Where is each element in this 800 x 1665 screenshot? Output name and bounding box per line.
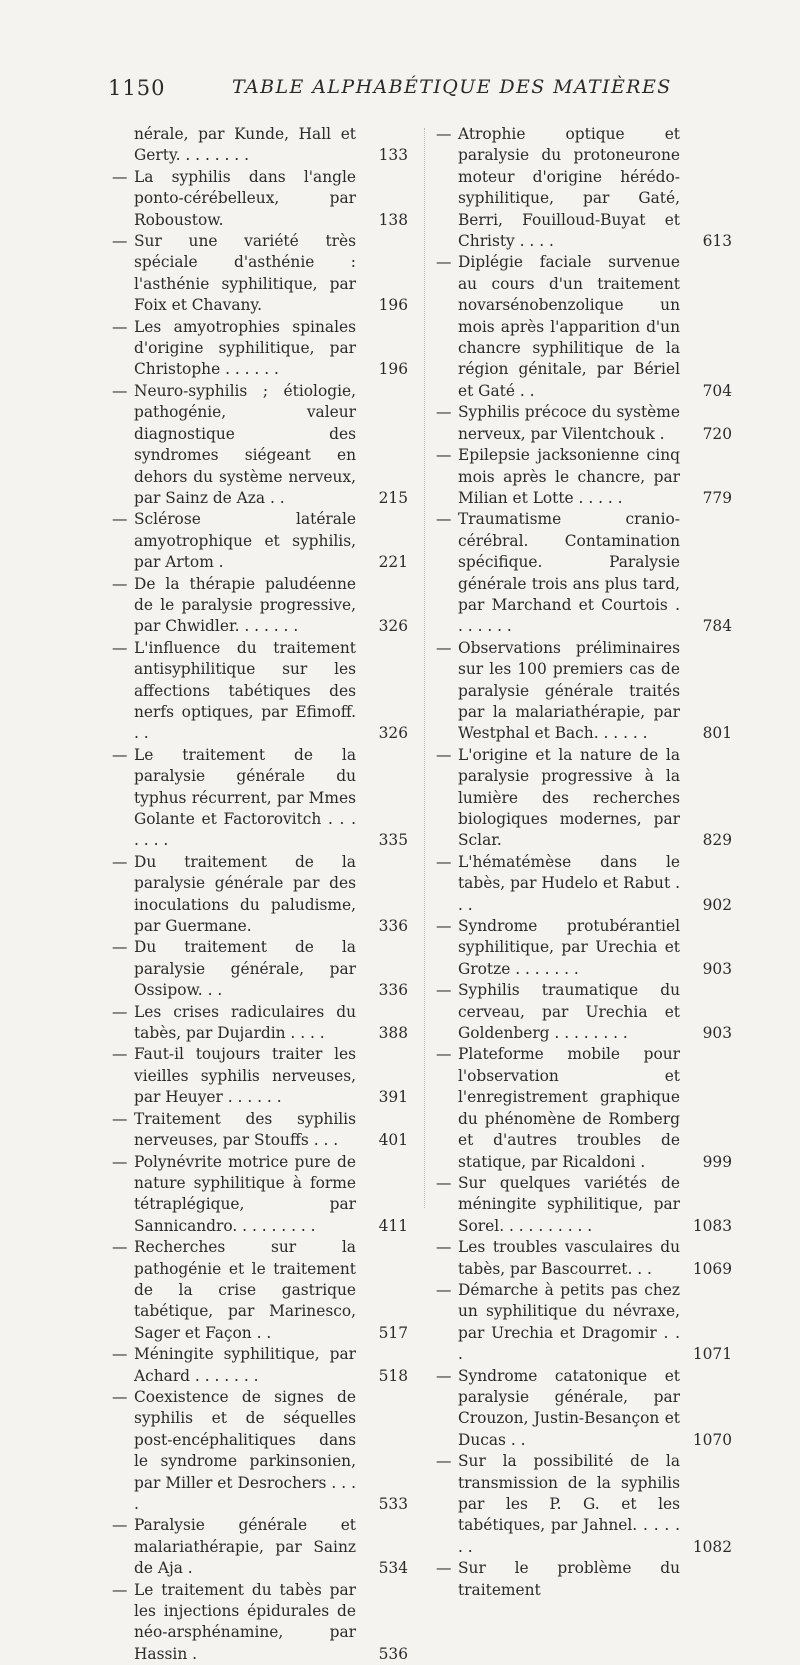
entry-dash: — — [112, 1152, 128, 1171]
entry-text: Traumatisme cranio-cérébral. Contamination spécifique. Paralysie générale trois ans plus tard, par Marchand et Courtois . . . . . . . — [458, 510, 680, 636]
index-entry — [112, 509, 408, 573]
index-entry — [436, 1451, 732, 1558]
entry-page-number: 829 — [702, 831, 732, 850]
entry-dash: — — [436, 403, 452, 422]
entry-text: Faut-il toujours traiter les vieilles syphilis nerveuses, par Heuyer . . . . . . — [134, 1045, 356, 1107]
entry-dash: — — [112, 1387, 128, 1406]
entry-text: Sclérose latérale amyotrophique et syphilis, par Artom . — [134, 510, 356, 572]
index-entry — [436, 1173, 732, 1237]
entry-page-number: 1071 — [692, 1345, 732, 1364]
entry-text: Du traitement de la paralysie générale par des inoculations du paludisme, par Guermane. — [134, 852, 356, 936]
entry-text: Les troubles vasculaires du tabès, par Bascourret. . . — [458, 1238, 680, 1278]
entry-page-number: 391 — [378, 1088, 408, 1107]
index-entry — [436, 1044, 732, 1172]
entry-text: Syphilis précoce du système nerveux, par Vilentchouk . — [458, 403, 680, 443]
index-entry — [436, 252, 732, 402]
index-entry — [436, 124, 732, 252]
entry-text: Traitement des syphilis nerveuses, par Stouffs . . . — [134, 1109, 356, 1150]
entry-dash: — — [112, 852, 128, 871]
entry-dash: — — [436, 981, 452, 1000]
entry-page-number: 221 — [378, 553, 408, 572]
index-entry — [112, 1344, 408, 1387]
entry-dash: — — [436, 1238, 452, 1257]
entry-text: Les amyotrophies spinales d'origine syphilitique, par Christophe . . . . . . — [134, 317, 356, 379]
index-entry — [436, 745, 732, 852]
entry-text: Les crises radiculaires du tabès, par Dujardin . . . . — [134, 1002, 356, 1043]
entry-page-number: 902 — [702, 895, 732, 914]
index-entry — [112, 852, 408, 938]
entry-dash: — — [112, 317, 128, 336]
entry-page-number: 784 — [702, 617, 732, 636]
entry-dash: — — [112, 510, 128, 529]
entry-page-number: 196 — [378, 296, 408, 315]
entry-page-number: 536 — [378, 1644, 408, 1663]
entry-text: Polynévrite motrice pure de nature syphilitique à forme tétraplégique, par Sannicandro. . . . . . . . . — [134, 1152, 356, 1235]
entry-dash: — — [112, 167, 128, 186]
entry-text: Recherches sur la pathogénie et le traitement de la crise gastrique tabétique, par Marinesco, Sager et Façon . . — [134, 1238, 356, 1342]
entry-page-number: 999 — [702, 1152, 732, 1171]
entry-page-number: 196 — [378, 360, 408, 379]
index-entry — [436, 1366, 732, 1452]
running-title: TABLE ALPHABÉTIQUE DES MATIÈRES — [232, 76, 672, 98]
entry-dash: — — [112, 745, 128, 764]
entry-text: Sur le problème du traitement — [458, 1559, 680, 1599]
entry-text: De la thérapie paludéenne de le paralysie progressive, par Chwidler. . . . . . . — [134, 574, 356, 636]
entry-page-number: 534 — [378, 1559, 408, 1578]
entry-text: Syphilis traumatique du cerveau, par Urechia et Goldenberg . . . . . . . . — [458, 981, 680, 1043]
entry-text: Observations préliminaires sur les 100 premiers cas de paralysie générale traités par la malariathérapie, par Westphal et Bach. . . . . . — [458, 638, 680, 743]
entry-dash: — — [112, 1345, 128, 1364]
entry-text: Epilepsie jacksonienne cinq mois après le chancre, par Milian et Lotte . . . . . — [458, 446, 680, 507]
entry-page-number: 335 — [378, 831, 408, 850]
entry-page-number: 801 — [702, 724, 732, 743]
entry-dash: — — [436, 253, 452, 272]
entry-dash: — — [112, 1109, 128, 1128]
index-entry — [112, 1002, 408, 1045]
index-entry — [436, 1237, 732, 1280]
entry-page-number: 779 — [702, 488, 732, 507]
entry-dash: — — [112, 574, 128, 593]
left-column — [112, 124, 408, 1665]
entry-text: L'hématémèse dans le tabès, par Hudelo et Rabut . . . — [458, 852, 680, 914]
entry-text: Plateforme mobile pour l'observation et l'enregistrement graphique du phénomène de Romberg et d'autres troubles de statique, par Ricaldoni . — [458, 1045, 680, 1171]
entry-page-number: 903 — [702, 1024, 732, 1043]
entry-text: Démarche à petits pas chez un syphilitique du névraxe, par Urechia et Dragomir . . . — [458, 1280, 680, 1364]
index-entry — [112, 937, 408, 1001]
entry-text: Coexistence de signes de syphilis et de séquelles post-encéphalitiques dans le syndrome parkinsonien, par Miller et Desrochers . . . . — [134, 1387, 356, 1513]
entry-page-number: 1070 — [692, 1430, 732, 1449]
entry-text: Paralysie générale et malariathérapie, par Sainz de Aja . — [134, 1516, 356, 1578]
entry-text: Le traitement de la paralysie générale du typhus récurrent, par Mmes Golante et Factorovitch . . . . . . . — [134, 745, 356, 850]
entry-page-number: 215 — [378, 488, 408, 507]
entry-page-number: 720 — [702, 424, 732, 443]
entry-page-number: 518 — [378, 1366, 408, 1385]
index-entry — [436, 916, 732, 980]
entry-dash: — — [112, 938, 128, 957]
index-entry — [436, 852, 732, 916]
entry-page-number: 1082 — [692, 1537, 732, 1556]
entry-dash: — — [112, 638, 128, 657]
entry-dash: — — [112, 1580, 128, 1599]
entry-page-number: 326 — [378, 724, 408, 743]
entry-dash: — — [436, 1280, 452, 1299]
entry-dash: — — [436, 1366, 452, 1385]
index-entry — [112, 574, 408, 638]
index-entry — [436, 980, 732, 1044]
entry-page-number: 336 — [378, 917, 408, 936]
index-entry — [112, 167, 408, 231]
entry-text: nérale, par Kunde, Hall et Gerty. . . . . . . . — [134, 125, 356, 165]
index-entry — [112, 638, 408, 745]
entry-dash: — — [436, 1452, 452, 1471]
right-column — [436, 124, 732, 1601]
entry-page-number: 704 — [702, 381, 732, 400]
entry-text: Sur la possibilité de la transmission de la syphilis par les P. G. et les tabétiques, par Jahnel. . . . . . . — [458, 1452, 680, 1556]
entry-dash: — — [436, 510, 452, 529]
entry-page-number: 533 — [378, 1495, 408, 1513]
index-entry — [436, 638, 732, 745]
index-entry — [112, 1237, 408, 1344]
entry-page-number: 903 — [702, 959, 732, 978]
entry-text: Syndrome protubérantiel syphilitique, par Urechia et Grotze . . . . . . . — [458, 917, 680, 978]
entry-page-number: 1069 — [692, 1259, 732, 1278]
entry-dash: — — [112, 381, 128, 400]
index-entry — [436, 1280, 732, 1366]
index-entry — [112, 124, 408, 167]
entry-dash: — — [112, 1238, 128, 1257]
entry-page-number: 613 — [702, 232, 732, 251]
entry-dash: — — [436, 852, 452, 871]
entry-dash: — — [436, 1045, 452, 1064]
entry-text: Sur une variété très spéciale d'asthénie : l'asthénie syphilitique, par Foix et Chavany. — [134, 232, 356, 315]
entry-page-number: 401 — [378, 1131, 408, 1150]
entry-text: Diplégie faciale survenue au cours d'un traitement novarsénobenzolique un mois après l'apparition d'un chancre syphilitique de la région génitale, par Bériel et Gaté . . — [458, 253, 680, 400]
entry-page-number: 1083 — [692, 1216, 732, 1235]
entry-page-number: 138 — [378, 210, 408, 229]
index-entry — [112, 1109, 408, 1152]
entry-text: Atrophie optique et paralysie du protoneurone moteur d'origine hérédo-syphilitique, par Gaté, Berri, Fouilloud-Buyat et Christy . . . . — [458, 125, 680, 251]
entry-dash: — — [436, 1559, 452, 1578]
entry-text: Le traitement du tabès par les injections épidurales de néo-arsphénamine, par Hassin . — [134, 1580, 356, 1663]
column-divider — [424, 128, 425, 1208]
index-entry — [112, 1580, 408, 1665]
entry-dash: — — [436, 917, 452, 936]
entry-text: Méningite syphilitique, par Achard . . . . . . . — [134, 1345, 356, 1385]
entry-dash: — — [112, 1002, 128, 1021]
entry-page-number: 388 — [378, 1024, 408, 1043]
entry-dash: — — [112, 1045, 128, 1064]
page-number: 1150 — [108, 76, 166, 100]
entry-text: L'influence du traitement antisyphilitique sur les affections tabétiques des nerfs optiques, par Efimoff. . . — [134, 638, 356, 743]
index-entry — [436, 1558, 732, 1601]
entry-dash: — — [436, 125, 452, 143]
index-entry — [112, 231, 408, 317]
entry-dash: — — [112, 232, 128, 251]
index-entry — [436, 445, 732, 509]
entry-text: La syphilis dans l'angle ponto-cérébelleux, par Roboustow. — [134, 167, 356, 229]
index-entry — [436, 509, 732, 637]
index-entry — [112, 1515, 408, 1579]
index-entry — [112, 745, 408, 852]
entry-page-number: 326 — [378, 617, 408, 636]
entry-page-number: 517 — [378, 1323, 408, 1342]
index-entry — [112, 1387, 408, 1515]
index-entry — [112, 317, 408, 381]
entry-text: L'origine et la nature de la paralysie progressive à la lumière des recherches biologiques modernes, par Sclar. — [458, 745, 680, 850]
entry-text: Sur quelques variétés de méningite syphilitique, par Sorel. . . . . . . . . . — [458, 1173, 680, 1235]
entry-page-number: 411 — [378, 1216, 408, 1235]
entry-dash: — — [436, 446, 452, 465]
entry-dash: — — [112, 1516, 128, 1535]
entry-text: Du traitement de la paralysie générale, par Ossipow. . . — [134, 938, 356, 1000]
entry-dash: — — [436, 1173, 452, 1192]
entry-dash: — — [436, 745, 452, 764]
index-entry — [112, 1044, 408, 1108]
entry-text: Syndrome catatonique et paralysie générale, par Crouzon, Justin-Besançon et Ducas . . — [458, 1366, 680, 1449]
entry-dash: — — [436, 638, 452, 657]
entry-page-number: 336 — [378, 981, 408, 1000]
index-entry — [112, 381, 408, 509]
index-entry — [112, 1152, 408, 1238]
entry-page-number: 133 — [378, 146, 408, 165]
index-entry — [436, 402, 732, 445]
entry-text: Neuro-syphilis ; étiologie, pathogénie, valeur diagnostique des syndromes siégeant en dehors du système nerveux, par Sainz de Aza . . — [134, 381, 356, 507]
